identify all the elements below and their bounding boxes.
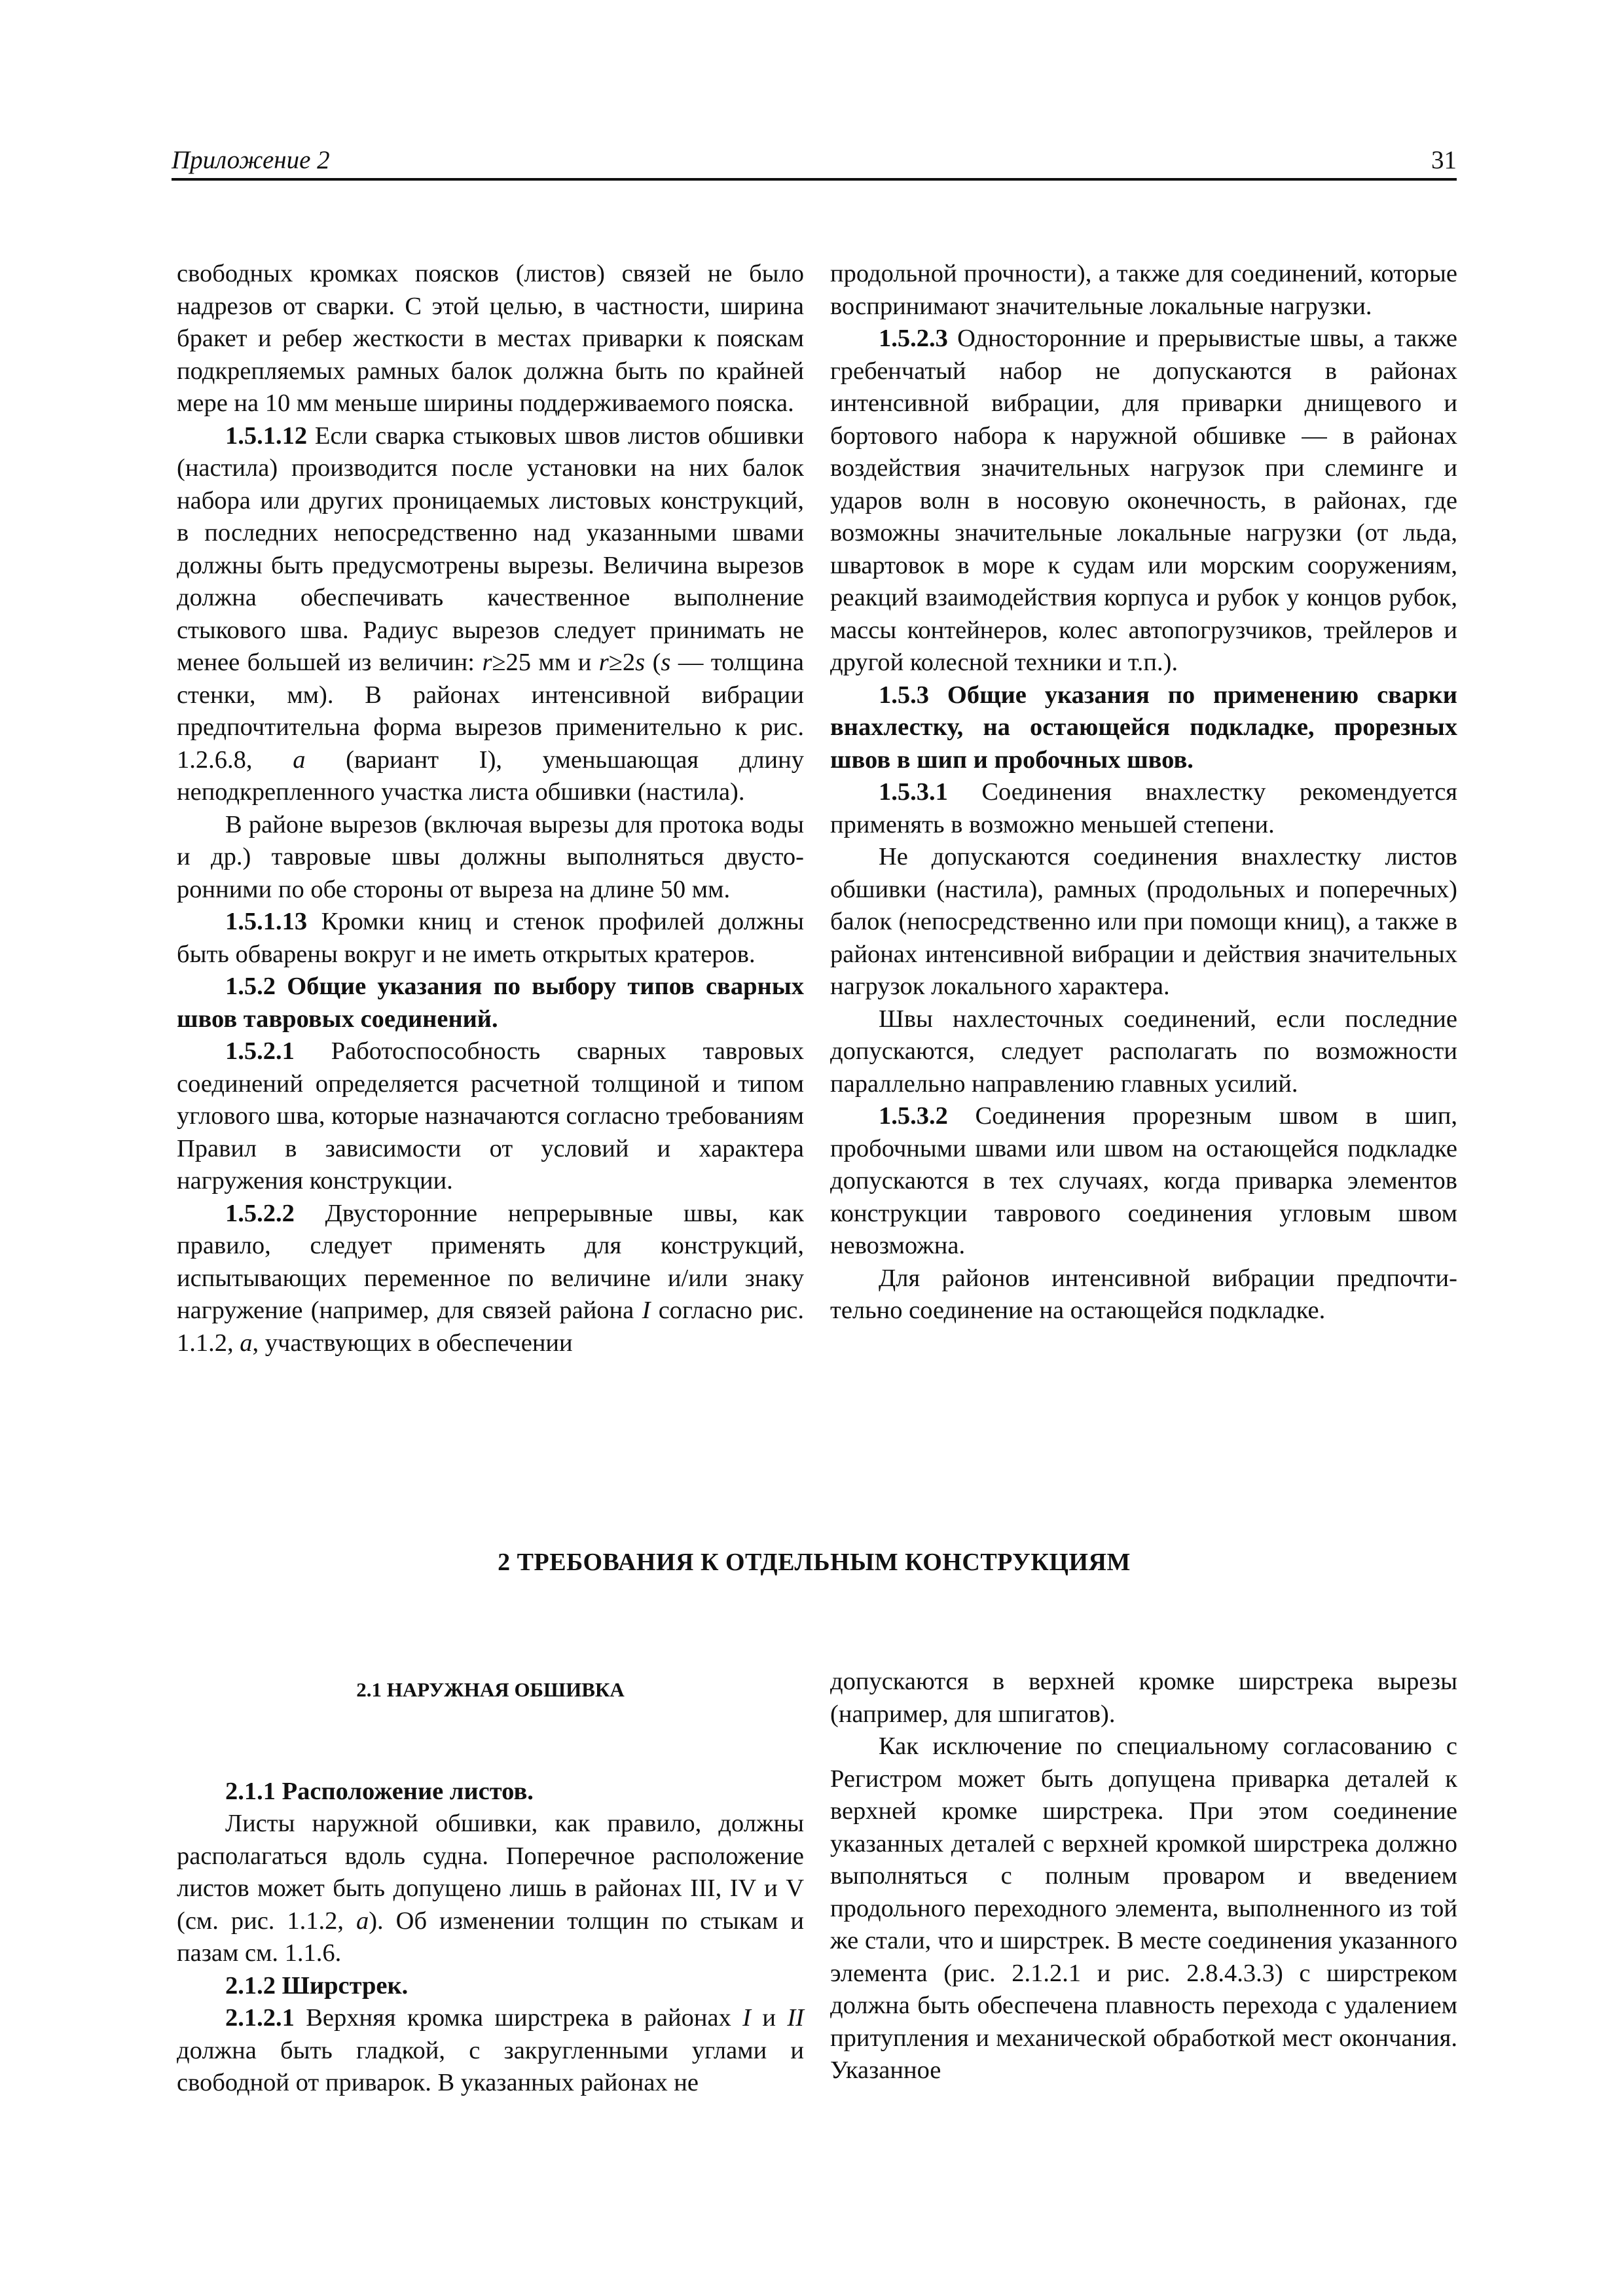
paragraph-1-5-2-2 bbox=[177, 1198, 804, 1360]
text-span: должна быть гладкой, с закругленными углами и свободной от приварок. В указанных районах не bbox=[177, 2036, 804, 2096]
paragraph: Швы нахлесточных соединений, если последние допускаются, следует располагать по возможности параллельно направлению главных усилий. bbox=[830, 1005, 1457, 1098]
region-ref: I bbox=[742, 2004, 751, 2032]
text-span: Листы наружной обшивки, как правило, должны располагаться вдоль судна. Поперечное расположение листов может быть допущено лишь в районах III, IV и V (см. рис. 1.1.2, bbox=[177, 1810, 804, 1935]
paragraph: свободных кромках поясков (листов) связей не было надрезов от сварки. С этой целью, в частности, ширина бракет и ребер жесткости в местах приварки к пояскам подкрепляемых рамных балок должна быть по крайней мере на 10 мм меньше ширины поддерживаемого пояска. bbox=[177, 260, 804, 417]
page-number: 31 bbox=[1431, 146, 1457, 174]
column-4 bbox=[830, 1666, 1457, 2087]
paragraph: продольной прочности), а также для соединений, которые воспринимают значительные локальные нагрузки. bbox=[830, 260, 1457, 320]
paragraph-1-5-3-1 bbox=[830, 776, 1457, 841]
paragraph: Как исключение по специальному согласованию с Регистром может быть допущена приварка деталей к верхней кромке ширстрека. При этом соединение указанных деталей с верхней кромкой ширстрека должно выполняться с полным проваром и введением продольного переходного элемента, выполненного из той же стали, что и ширстрек. В месте соединения указанного элемента (рис. 2.1.2.1 и рис. 2.8.4.3.3) с ширстреком должна быть обеспечена плавность перехода с удалением притупления и механической обработкой мест окончания. Указанное bbox=[830, 1732, 1457, 2084]
text-span: согласно рис. 1.1.2, bbox=[177, 1297, 804, 1357]
column-1 bbox=[177, 258, 804, 1359]
math-var: r bbox=[482, 649, 492, 676]
text-span: , участвующих в обеспечении bbox=[252, 1329, 573, 1357]
clause-number: 1.5.2.1 bbox=[225, 1037, 295, 1065]
figure-ref: а bbox=[293, 745, 306, 774]
text-span: Двусторонние непрерывные швы, как правило, следует применять для конструкций, испытывающих переменное по величине и/или знаку нагружение (например, для связей района bbox=[177, 1199, 804, 1324]
math-var: r bbox=[598, 649, 609, 676]
math-var: s bbox=[635, 649, 646, 676]
math-var: s bbox=[661, 649, 671, 676]
header-rule bbox=[172, 178, 1457, 181]
text-span: Кромки книц и стенок профилей должны быть обварены вокруг и не иметь открытых кратеров. bbox=[177, 908, 804, 968]
paragraph: В районе вырезов (включая вырезы для протока воды и др.) тавровые швы должны выполняться двусторонними по обе стороны от выреза на длине 50 мм. bbox=[177, 810, 804, 903]
subsection-title: 2.1 НАРУЖНАЯ ОБШИВКА bbox=[356, 1678, 625, 1701]
clause-number: 1.5.1.12 bbox=[225, 422, 308, 450]
figure-ref: а bbox=[356, 1907, 369, 1935]
heading-2-1-1: 2.1.1 Расположение листов. bbox=[225, 1777, 534, 1805]
column-2 bbox=[830, 258, 1457, 1327]
text-span: Соединения прорезным швом в шип, пробочными швами или швом на остающейся подкладке допускаются в тех случаях, когда приварка элементов конструкции таврового соединения угловым швом невозможна. bbox=[830, 1102, 1457, 1259]
paragraph: Для районов интенсивной вибрации предпочтительно соединение на остающейся подкладке. bbox=[830, 1264, 1457, 1324]
heading-1-5-3: 1.5.3 Общие указания по применению сварки внахлестку, на остающейся подкладке, прорезных швов в шип и пробочных швов. bbox=[830, 681, 1457, 774]
region-ref: I bbox=[642, 1297, 651, 1324]
clause-number: 1.5.2.3 bbox=[879, 325, 948, 352]
text-span: Верхняя кромка ширстрека в районах bbox=[294, 2004, 743, 2032]
clause-number: 1.5.1.13 bbox=[225, 908, 308, 935]
paragraph: допускаются в верхней кромке ширстрека вырезы (например, для шпигатов). bbox=[830, 1668, 1457, 1728]
text-span: Односторонние и прерывистые швы, а также гребенчатый набор не допускаются в районах интенсивной вибрации, для приварки днищевого и бортового набора к наружной обшивке — в районах воздействия значительных нагрузок при слеминге и ударов волн в носовую оконечность, в районах, где возможны значительные локальные нагрузки (от льда, швартовок в море к судам или морским сооружениям, реакций взаимодействия корпуса и рубок у концов рубок, массы контейнеров, колес автопогрузчиков, трейлеров и другой колесной техники и т.п.). bbox=[830, 325, 1457, 676]
paragraph-1-5-1-13 bbox=[177, 906, 804, 971]
paragraph-1-5-2-1 bbox=[177, 1035, 804, 1198]
text-span: ( bbox=[645, 649, 661, 676]
heading-1-5-2: 1.5.2 Общие указания по выбору типов сварных швов тавровых соединений. bbox=[177, 973, 804, 1033]
text-span: (вариант I), уменьшающая длину неподкрепленного участка листа обшивки (настила). bbox=[177, 745, 804, 806]
text-span: ≥25 мм и bbox=[492, 649, 599, 676]
paragraph: Не допускаются соединения внахлестку листов обшивки (настила), рамных (продольных и поперечных) балок (непосредственно или при помощи книц), а также в районах интенсивной вибрации и действия значительных нагрузок локального характера. bbox=[830, 843, 1457, 1000]
paragraph-1-5-3-2 bbox=[830, 1100, 1457, 1263]
paragraph-2-1-2-1 bbox=[177, 2002, 804, 2100]
clause-number: 2.1.2.1 bbox=[225, 2004, 295, 2032]
heading-2-1-2: 2.1.2 Ширстрек. bbox=[225, 1971, 409, 2000]
text-span: и bbox=[751, 2004, 788, 2032]
text-span: ). Об изменении толщин по стыкам и пазам см. 1.1.6. bbox=[177, 1907, 804, 1967]
text-span: Работоспособность сварных тавровых соединений определяется расчетной толщиной и типом углового шва, которые назначаются согласно требованиям Правил в зависимости от условий и характера нагружения конструкции. bbox=[177, 1037, 804, 1194]
paragraph-1-5-2-3 bbox=[830, 323, 1457, 679]
clause-number: 1.5.2.2 bbox=[225, 1199, 295, 1227]
text-span: — толщина стенки, мм). В районах интенсивной вибрации предпочтительна форма вырезов применительно к рис. 1.2.6.8, bbox=[177, 649, 804, 774]
text-span: Соединения внахлестку рекомендуется применять в возможно меньшей степени. bbox=[830, 778, 1457, 838]
running-header-title: Приложение 2 bbox=[172, 146, 330, 174]
clause-number: 1.5.3.1 bbox=[879, 778, 948, 806]
column-3 bbox=[177, 1666, 804, 2100]
clause-number: 1.5.3.2 bbox=[879, 1102, 948, 1130]
text-span: ≥2 bbox=[608, 649, 636, 676]
figure-ref: а bbox=[240, 1329, 253, 1357]
text-span: Если сварка стыковых швов листов обшивки (настила) производится после установки на них балок набора или других проницаемых листовых конструкций, в последних непосредственно над указанными швами должны быть предусмотрены вырезы. Величина вырезов должна обеспечивать качественное выполнение стыкового шва. Радиус вырезов следует принимать не менее большей из величин: bbox=[177, 422, 804, 676]
paragraph-1-5-1-12 bbox=[177, 420, 804, 809]
paragraph bbox=[177, 1808, 804, 1970]
section-title: 2 ТРЕБОВАНИЯ К ОТДЕЛЬНЫМ КОНСТРУКЦИЯМ bbox=[498, 1549, 1131, 1576]
region-ref: II bbox=[787, 2004, 804, 2032]
